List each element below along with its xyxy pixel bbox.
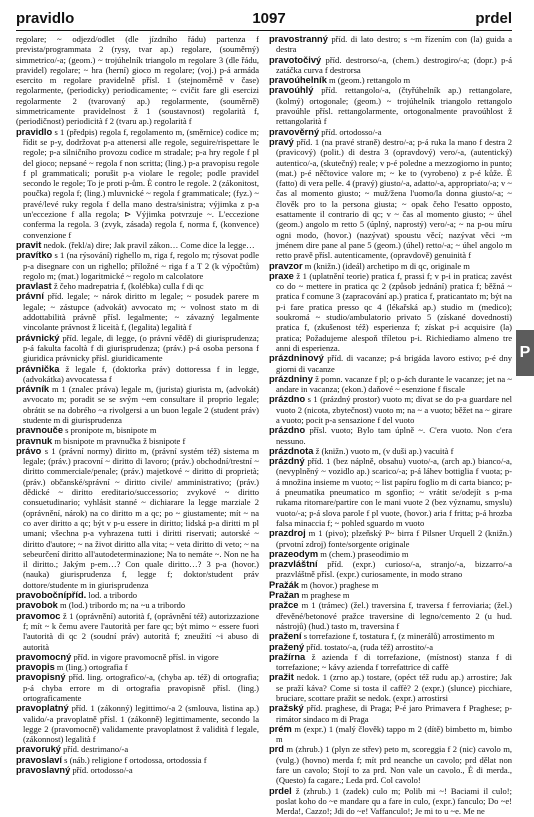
dictionary-entry: [269, 271, 512, 353]
entry-headword: praxe: [269, 270, 294, 281]
entry-headword: právnička: [16, 363, 60, 374]
entry-definition: m (ling.) ortografia f: [56, 662, 128, 673]
entry-definition: příd. 1 (na pravé straně) destro/-a; p-á ruka la mano f destra 2 (pravicový) (polit.) di destra 3 (opravdový) vero/-a, (autentický) autentico/-a, (skutečný) reale; v p-é poledne a mezzogiorno in punto; (mat.) p-é něčtovice valore m; ~ ke to (vyrobeno) z p-é kůže. È (fatto) di vera pelle. 4 (pravý) giusto/-a, adatto/-a, appropriato/-a; v ~ čas al momento giusto; ~ muž/žena l'uomo/la donna giusto/-a; ~ člověk pro to la persona giusta; ~ opak čeho l'esatto opposto, esattamente il contrario di qc; v ~ čas al momento giusto; ~ úhel (geom.) angolo m retto 5 (úplný, naprostý) vero/-a; ~ na p-ou míru ogni modo, (hovor.) (nazývat) spoustu věcí; nazývat věci ~m jménem dire pane al pane 5 (geom.) (úhel) retto/-a; ~ úhel angolo m retto pravě přísl. autenticamente, (opravdově) genuinità f: [276, 136, 513, 261]
left-column: [16, 34, 260, 776]
dictionary-entry: [269, 744, 512, 785]
dictionary-entry: [16, 291, 259, 332]
entry-definition: příd. 1 (bez náplně, obsahu) vuoto/-a, (arch ap.) bianco/-a, (nevyplněný ~ vozidlo ap.) scarico/-a; p-á láhev bottiglia f vuota; p-á množina insieme m vuoto; ~ list papíru foglio m di carta bianco; p-á pneumatika pneumatico m sgonfio; ~ vrátit se/odejít s p-ma rukama ritornare/partire con le mani vuote 2 (bez významu, smyslu) vuoto/-a; p-á slova parole f pl vuote, (hovor.) aria f fritta; p-á hrozba falsa minaccia f; ~ pohled sguardo m vuoto: [276, 456, 512, 528]
dictionary-entry: [269, 528, 512, 549]
dictionary-entry: [16, 364, 259, 385]
entry-headword: prázdný: [269, 456, 305, 467]
entry-definition: nedok. 1 (zrno ap.) tostare, (opéct též rudu ap.) arrostire; Jak se praží káva? Come si tosta il caffè? 2 (expr.) (slunce) picchiare, bruciare, scottare pražit se nedok. (expr.) arrostirsi: [276, 672, 512, 703]
entry-headword: pražírna: [269, 651, 306, 662]
entry-headword: právnický: [16, 332, 60, 343]
entry-headword: právo: [16, 445, 42, 456]
dictionary-entry: [269, 137, 512, 261]
entry-definition: ž čeho madrepatria f, (kolébka) culla f di qc: [53, 281, 204, 292]
entry-headword: prdel: [269, 785, 292, 796]
dictionary-entry: [16, 703, 259, 744]
entry-definition: ž legale f, (doktorka práv) dottoressa f in legge, (advokátka) avvocatessa f: [23, 363, 259, 384]
entry-definition: s 1 (prázdný prostor) vuoto m; dívat se do p-a guardare nel vuoto 2 (nicota, zbytečnost) vuoto m; na ~ a vuoto; běžet na ~ girare a vuoto; pocit p-a sensazione f del vuoto: [276, 394, 513, 425]
entry-headword: pravoplatný: [16, 703, 69, 714]
entry-definition: s 1 (na rýsování) righello m, riga f, regolo m; rýsovat podle p-a disegnare con un righello; příložné ~ riga f a T 2 (k výpočtům) regolo m; (mat.) logaritmické ~ regolo m calcolatore: [23, 250, 259, 281]
entry-definition: s 1 (právní normy) diritto m, (právní systém též) sistema m legale; (práv.) pracovní ~ diritto di lavoro; (práv.) obchodní/trestní ~ diritto commerciale/penale; (práv.) majetkové ~ diritto di proprietà; (práv.) občanské/správní ~ diritto civile/ amministrativo; (práv.) dědické ~ diritto ereditario/successorio; zvykové ~ diritto consuetudinario; vyhlásit stanné ~ dichiarare la legge marziale 2 (oprávnění, nárok) na co diritto m a qc; po ~ giustamente; mít ~ na co aver diritto a qc; být v p-u essere in diritto; lidská p-a diritti m pl umani; všechna p-a vyhrazena tutti i diritti riservati; autorské ~ diritto d'autore; ~ na život diritto alla vita; ~ veta diritto di veto; ~ na sebeurčení diritto all'autodeterminazione; Na to nemáte ~. Non ne ha il diritto.; Jakým p-em…? Con quale diritto…? 3 p-a (hovor.) (nauka) giurisprudenza f, legge f; doktor/student práv dottore/studente m in giurisprudenza: [23, 445, 260, 590]
entry-headword: pražit: [269, 672, 294, 683]
entry-headword: Pražan: [269, 590, 300, 601]
dictionary-entry: [269, 672, 512, 703]
entry-headword: pravobočnípříd.: [16, 590, 87, 601]
dictionary-entry: [269, 446, 512, 456]
dictionary-entry: [16, 240, 259, 250]
entry-headword: právník: [16, 384, 50, 395]
dictionary-entry: [16, 436, 259, 446]
entry-definition: m (hovor.) praghese m: [301, 579, 379, 590]
dictionary-entry: [16, 765, 259, 775]
entry-headword: pravobok: [16, 600, 58, 611]
entry-definition: příd. in vigore pravomocně přísl. in vigore: [73, 651, 219, 662]
entry-columns: [16, 34, 513, 817]
entry-headword: pravnuk: [16, 435, 53, 446]
dictionary-entry: [269, 786, 512, 817]
entry-headword: pravítko: [16, 250, 53, 261]
entry-headword: prázdnota: [269, 445, 314, 456]
entry-definition: příd. di vacanze; p-á brigáda lavoro estivo; p-é dny giorni di vacanze: [276, 353, 512, 374]
entry-definition: přísl. vuoto; Bylo tam úplně ~. C'era vuoto. Non c'era nessuno.: [276, 425, 513, 446]
entry-headword: pravit: [16, 239, 42, 250]
entry-definition: příd. ortodosso/-a: [72, 765, 133, 776]
dictionary-entry: [269, 580, 512, 590]
entry-definition: příd. destrimano/-a: [63, 744, 129, 755]
dictionary-entry: [269, 394, 512, 425]
entry-definition: m (geom.) rettangolo m: [329, 75, 411, 86]
entry-definition: ž (zhrub.) 1 (zadek) culo m; Polib mi ~! Baciami il culo!; poslat koho do ~e mandare qu a fare in culo, (expr.) fanculo; Do ~e! Merda!, Cazzo!; Jdi do ~e! Vaffanculo!; Je mi to u ~e. Me ne: [276, 785, 512, 817]
entry-definition: s torrefazione f, tostatura f, (z minerálů) arrostimento m: [303, 631, 495, 642]
dictionary-entry: [16, 611, 259, 652]
page-number: 1097: [252, 10, 286, 27]
entry-headword: právní: [16, 291, 44, 302]
entry-definition: příd. di lato destro; s ~m řízením con (la) guida a destra: [276, 34, 512, 55]
entry-headword: pravověrný: [269, 126, 320, 137]
entry-definition: m bisnipote m pravnučka ž bisnipote f: [54, 435, 186, 446]
dictionary-entry: [269, 127, 512, 137]
entry-definition: regolare; ~ odjezd/odlet (dle jízdního řádu) partenza f prevista/programmata 2 (rysy, tvar ap.) regolare, (souměrný) simmetrico/-a; (geom.) ~ trojúhelník triangolo m regolare 3 (dle řádu, pravidel) regolare; ~ hra (herní) gioco m regolare; (voj.) p-á armáda esercito m regolare pravidelně přísl. 1 (stejnoměrně v čase) regolarmente, (periodicky) periodicamente; ~ cvičit fare gli esercizi regolarmente 2 (tvarovaný ap.) regolarmente, (souměrně) simmetricamente pravidelnost ž 1 (soustavnost) regolarità f, (periodičnost) periodicità f 2 (tvaru ap.) regolarità f: [16, 34, 259, 127]
entry-headword: prázdno: [269, 394, 306, 405]
dictionary-entry: [16, 652, 259, 662]
dictionary-entry: [16, 672, 259, 703]
dictionary-entry: [269, 703, 512, 724]
dictionary-entry: [269, 549, 512, 559]
dictionary-entry: [269, 374, 512, 395]
dictionary-entry: [16, 425, 259, 435]
entry-headword: pravzor: [269, 260, 303, 271]
entry-definition: m 1 (trámec) (žel.) traversina f, traversa f ferroviaria; (žel.) dřevěné/betonové pražce traversine di legno/cemento 2 (u hud. nástrojů) (hud.) tasto m, traversina f: [276, 600, 512, 631]
dictionary-entry: [16, 590, 259, 600]
dictionary-entry: [269, 631, 512, 641]
dictionary-entry: [269, 456, 512, 528]
entry-headword: pravoslavný: [16, 765, 71, 776]
entry-headword: pražení: [269, 631, 302, 642]
entry-definition: příd. rettangolo/-a, (čtyřúhelník ap.) rettangolare, (kolmý) ortogonale; (geom.) ~ trojúhelník triangolo rettangolo pravoúhle přísl. rettangolarmente, ortogonalmente pravoúhlost ž rettangolarità f: [276, 85, 512, 127]
entry-definition: příd. legale, di legge, (o právní vědě) di giurisprudenza; p-á fakulta facoltà f di giurisprudenza; (práv.) p-á osoba persona f giuridica právnicky přísl. giuridicamente: [23, 332, 260, 364]
dictionary-entry: [269, 85, 512, 126]
entry-definition: ž 1 (oprávnění) autorità f, (oprávnění též) autorizzazione f; mít ~ k čemu avere l'autorità per fare qc; být mimo ~ essere fuori l'autorità di qc 2 (soudní práv) autorità f; zneužití ~i abuso di autorità: [23, 610, 259, 652]
entry-definition: m (chem.) praseodimio m: [320, 548, 409, 559]
entry-headword: prázdninový: [269, 353, 324, 364]
entry-headword: pražený: [269, 641, 305, 652]
entry-headword: prazvláštní: [269, 559, 318, 570]
entry-definition: ž pomn. vacanze f pl; o p-ách durante le vacanze; jet na ~ andare in vacanza; (ekon.) daňové ~ esenzione f fiscale: [276, 373, 512, 395]
entry-definition: ž 1 (uplatnění teorie) pratica f, prassi f; v p-i in pratica; zavést co do ~ mettere in pratica qc 2 (způsob jednání) pratica f; běžná ~ pratica f comune 3 (zapracování ap.) pratica f, praticantato m; být na p-i fare pratica presso qc 4 (lékařská ap.) studio m (medico); soukromá ~ studio/ambulatorio privato 5 (získané dovednosti) pratica f, (zkušenost též) esperienza f; získat p-i acquisire (la) pratica; Požadujeme alespoň tříletou p-i. Richiediamo almeno tre anni di esperienza.: [276, 270, 513, 353]
entry-definition: příd. tostato/-a, (ruda též) arrostito/-a: [306, 641, 434, 652]
entry-definition: m (lod.) tribordo m; na ~u a tribordo: [60, 600, 186, 611]
entry-definition: příd. ling. ortografico/-a, (chyba ap. též) di ortografia; p-á chyba errore m di ortografia pravopisně přísl. (ling.) ortograficamente: [23, 672, 259, 703]
entry-headword: pravoruký: [16, 744, 61, 755]
entry-headword: pravidlo: [16, 126, 53, 137]
entry-headword: prd: [269, 744, 284, 755]
dictionary-entry: [269, 600, 512, 631]
entry-headword: pražský: [269, 703, 304, 714]
thumb-index-tab[interactable]: P: [516, 330, 534, 376]
dictionary-entry: [16, 446, 259, 590]
dictionary-entry: [16, 250, 259, 281]
right-column: [269, 34, 513, 817]
dictionary-entry: [269, 34, 512, 55]
dictionary-entry: [16, 662, 259, 672]
entry-headword: Pražák: [269, 579, 299, 590]
dictionary-entry: [16, 333, 259, 364]
entry-headword: pravotočivý: [269, 54, 322, 65]
left-guide-word: pravidlo: [16, 10, 75, 27]
entry-definition: m (expr.) 1 (malý člověk) tappo m 2 (dítě) bimbetto m, bimbo m: [276, 723, 512, 745]
entry-headword: pravoúhlý: [269, 85, 314, 96]
entry-definition: lod. a tribordo: [88, 590, 138, 601]
entry-definition: s (náb.) religione f ortodossa, ortodossia f: [64, 754, 207, 765]
entry-headword: prém: [269, 723, 292, 734]
entry-headword: prazdroj: [269, 528, 306, 539]
entry-headword: pravlast: [16, 281, 52, 292]
entry-definition: příd. destrorso/-a, (chem.) destrogiro/-a; (dopr.) p-á zatáčka curva f destrorsa: [276, 54, 513, 75]
entry-definition: ž azienda f di torrefazione, (místnost) stanza f di torrefazione; ~ kávy azienda f torrefattrice di caffè: [276, 651, 512, 673]
entry-definition: s pronipote m, bisnipote m: [65, 425, 157, 436]
entry-headword: pravnouče: [16, 425, 64, 436]
entry-headword: pravý: [269, 136, 294, 147]
entry-headword: pražce: [269, 600, 299, 611]
dictionary-entry: [269, 559, 512, 580]
entry-definition: s 1 (předpis) regola f, regolamento m, (směrnice) codice m; řídit se p-y, dodržovat p-a attenersi alle regole, seguire/rispettare le regole; p-a silničního provozu codice m stradale; p-a hry regole f pl del gioco; nepsané ~ regola f non scritta; (ling.) p-a pravopisu regole f pl grammaticali; porušit p-a violare le regole; podle pravidel secondo le regole; To je proti p-ům. È contro le regole. 2 (zákonitost, poučka) regola f; (ling.) mluvnické ~ regola f grammaticale; (fyz.) ~ pravé/levé ruky regola f della mano destra/sinistra; výjimka z p-a un'eccezione f alla regola; ⊳ Výjimka potvrzuje ~. L'eccezione conferma la regola. 3 (zvyk, zásada) regola f, norma f, (konvence) convenzione f: [23, 126, 260, 240]
entry-headword: pravoslaví: [16, 754, 62, 765]
entry-definition: m (zhrub.) 1 (plyn ze střev) peto m, scoreggia f 2 (nic) cavolo m, (vulg.) (hovno) merda f; mít prd neanche un cavolo; prd dělat non fare un cavolo; Stojí to za prd. Non vale un cavolo., È di merda., (Questo) fa cagare.; Leda prd. Col cavolo!: [276, 744, 512, 786]
dictionary-entry: [16, 755, 259, 765]
entry-definition: příd. 1 (zákonný) legittimo/-a 2 (smlouva, listina ap.) valido/-a pravoplatně přísl. 1 (zákonně) legittimamente, secondo la legge 2 (pravomocně) validamente pravoplatnost ž validità f legale, (zákonnost) legalità f: [23, 703, 259, 745]
entry-headword: pravomoc: [16, 610, 61, 621]
entry-definition: příd. praghese, di Praga; P-é jaro Primavera f Praghese; p-rimátor sindaco m di Praga: [276, 703, 513, 724]
dictionary-entry: [16, 127, 259, 240]
dictionary-entry: [269, 590, 512, 600]
entry-definition: ž (knižn.) vuoto m, (v duši ap.) vacuità f: [315, 445, 454, 456]
right-guide-word: prdel: [475, 10, 512, 27]
entry-headword: prázdno: [269, 425, 306, 436]
entry-headword: pravoúhelník: [269, 75, 327, 86]
dictionary-entry: [269, 261, 512, 271]
entry-headword: pravopis: [16, 662, 55, 673]
entry-definition: nedok. (řekl/a) dire; Jak pravil zákon… Come dice la legge…: [43, 239, 255, 250]
dictionary-entry: [16, 600, 259, 610]
entry-headword: pravostranný: [269, 34, 328, 44]
page-header: [16, 10, 522, 30]
entry-definition: m 1 (pivo); plzeňský P~ birra f Pilsner Urquell 2 (knižn.) (prvotní zdroj) fonte/sorgente originale: [276, 528, 512, 549]
entry-headword: pravopisný: [16, 672, 66, 683]
dictionary-entry: [269, 75, 512, 85]
dictionary-entry: [269, 425, 512, 446]
entry-headword: pravomocný: [16, 651, 72, 662]
entry-definition: příd. ortodosso/-a: [321, 126, 382, 137]
header-rule: [16, 30, 512, 31]
entry-headword: prázdniny: [269, 373, 313, 384]
dictionary-entry: [16, 744, 259, 754]
dictionary-entry: [269, 55, 512, 76]
entry-definition: m praghese m: [301, 590, 350, 601]
dictionary-entry: [269, 724, 512, 745]
dictionary-entry: [269, 642, 512, 652]
entry-definition: příd. (expr.) curioso/-a, stranjo/-a, bizzarro/-a prazvláštně přísl. (expr.) curiosamente, in modo strano: [276, 559, 513, 580]
dictionary-entry: [16, 34, 259, 127]
dictionary-entry: [269, 353, 512, 374]
entry-headword: prazeodym: [269, 548, 319, 559]
entry-definition: m (knižn.) (ideál) archetipo m di qc, originale m: [304, 260, 470, 271]
dictionary-entry: [16, 281, 259, 291]
dictionary-entry: [269, 652, 512, 673]
entry-definition: příd. legale; ~ nárok diritto m legale; ~ posudek parere m legale; ~ zástupce (advokát) avvocato m; ~ volnost stato m di addottabilità právně přísl. legalmente; ~ závazný legalmente vincolante právnost ž liceità f, (legalita) legalità f: [23, 291, 259, 333]
entry-definition: m 1 (znalec práva) legale m, (jurista) giurista m, (advokát) avvocato m; poradit se se svým ~em consultare il proprio legale; obrátit se na dobrého ~a rivolgersi a un buon legale 2 (student práv) studente m di giurisprudenza: [23, 384, 260, 425]
dictionary-entry: [16, 384, 259, 425]
